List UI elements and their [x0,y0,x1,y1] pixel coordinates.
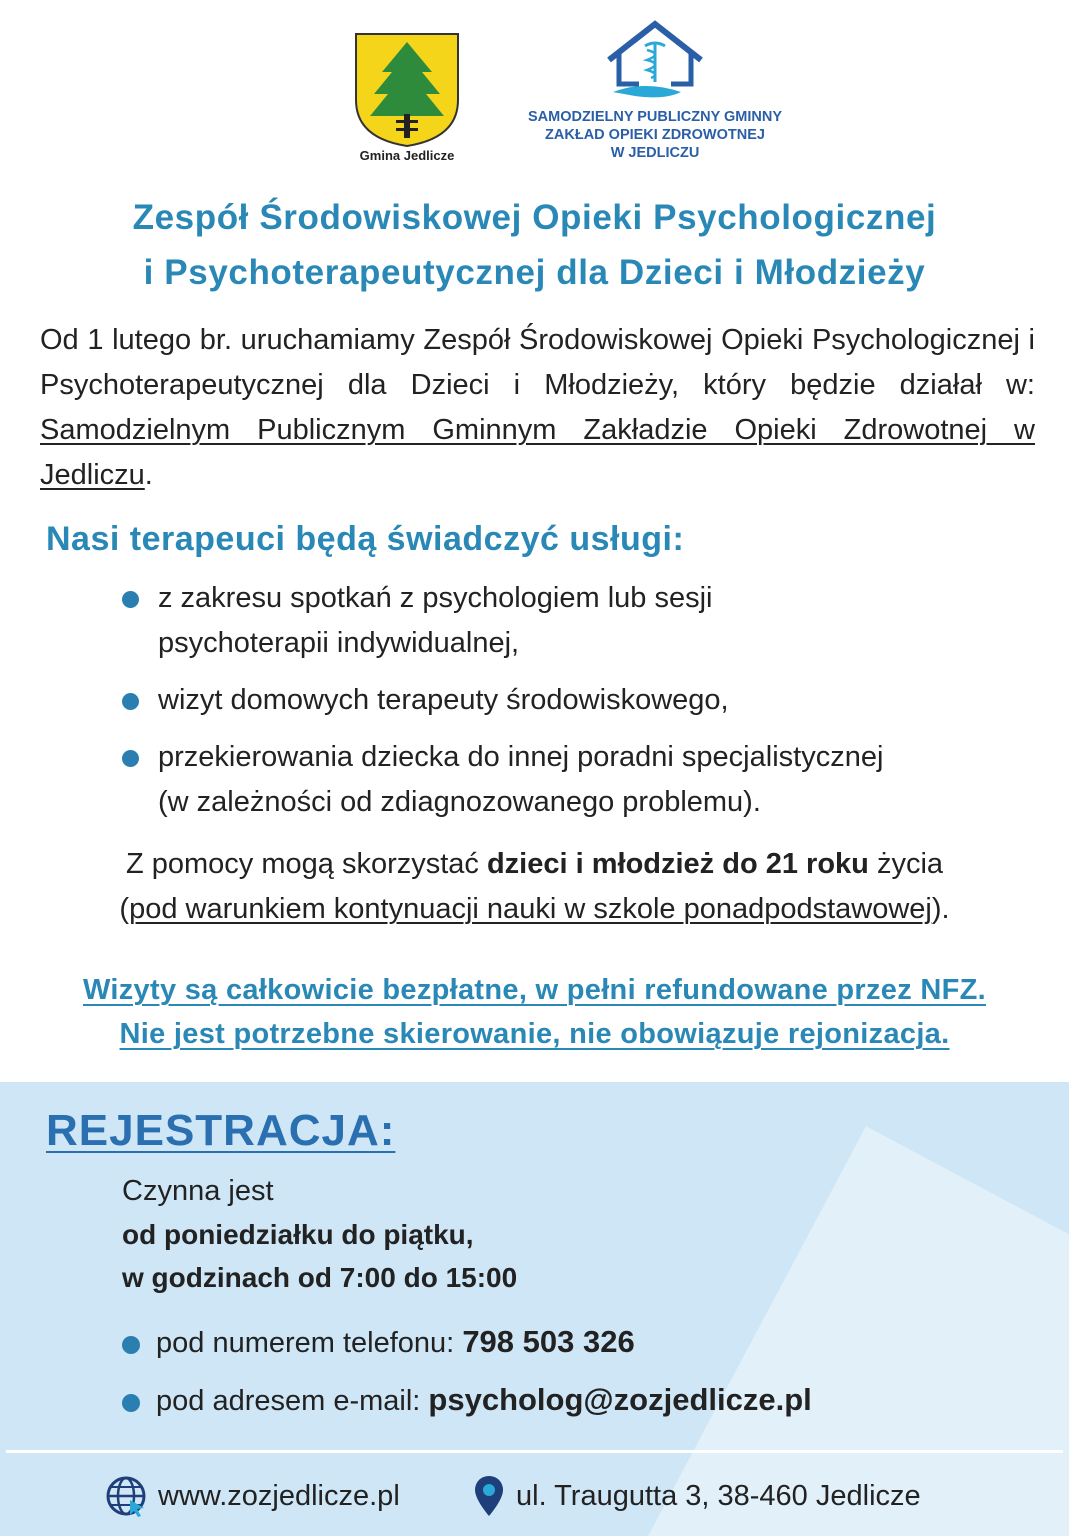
paren-open: ( [119,893,130,925]
globe-icon [104,1474,148,1518]
title-line-1: Zespół Środowiskowej Opieki Psychologicznej [132,198,937,237]
divider [6,1450,1063,1453]
registration-hours [122,1170,517,1299]
service-line: z zakresu spotkań z psychologiem lub sesji [158,582,713,614]
intro-end: . [144,459,153,491]
paren-close: ). [931,893,950,925]
zoz-name-line: SAMODZIELNY PUBLICZNY GMINNY [527,109,783,125]
phone-number[interactable]: 798 503 326 [462,1324,635,1359]
service-line: wizyt domowych terapeuty środowiskowego, [158,684,729,716]
service-line: (w zależności od zdiagnozowanego problemu). [158,786,761,818]
eligibility-text [0,842,1069,932]
hours-time: w godzinach od 7:00 do 15:00 [122,1262,518,1293]
eligibility-post: życia [868,848,944,880]
list-item [120,678,1040,723]
eligibility-condition: pod warunkiem kontynuacji nauki w szkole ponadpodstawowej [129,893,932,925]
footer [0,1474,1069,1524]
bullet-icon [122,1336,140,1354]
website-link[interactable]: www.zozjedlicze.pl [158,1479,400,1512]
gmina-crest [352,30,462,163]
logo-header [0,20,1069,170]
address-text: ul. Traugutta 3, 38-460 Jedlicze [516,1479,921,1512]
bullet-icon [122,693,139,710]
hours-days: od poniedziałku do piątku, [122,1219,474,1250]
location-pin-icon [472,1474,506,1518]
intro-text: Od 1 lutego br. uruchamiamy Zespół Środowiskowej Opieki Psychologicznej i Psychoterapeutycznej dla Dzieci i Młodzieży, który będzie działał w: [40,324,1035,401]
hours-intro: Czynna jest [122,1175,274,1207]
crest-caption: Gmina Jedlicze [359,148,455,163]
notice-line-2: Nie jest potrzebne skierowanie, nie obowiązuje rejonizacja. [119,1018,950,1050]
zoz-name-line: W JEDLICZU [610,145,700,161]
contact-phone [122,1324,635,1360]
page-title [0,190,1069,300]
email-label: pod adresem e-mail: [156,1385,429,1417]
service-line: przekierowania dziecka do innej poradni specjalistycznej [158,741,884,773]
phone-label: pod numerem telefonu: [156,1327,463,1359]
bullet-icon [122,1394,140,1412]
list-item [120,576,1040,666]
footer-website[interactable] [104,1474,400,1518]
zoz-name-line: ZAKŁAD OPIEKI ZDROWOTNEJ [545,127,765,143]
services-heading: Nasi terapeuci będą świadczyć usługi: [46,520,685,558]
coat-of-arms-icon [352,30,462,148]
intro-place: Samodzielnym Publicznym Gminnym Zakładzie Opieki Zdrowotnej w Jedliczu [40,414,1035,491]
footer-address [472,1474,921,1518]
email-address[interactable]: psycholog@zozjedlicze.pl [428,1382,812,1417]
bullet-icon [122,591,139,608]
bullet-icon [122,750,139,767]
eligibility-pre: Z pomocy mogą skorzystać [125,848,487,880]
contact-email [122,1382,812,1418]
eligibility-bold: dzieci i młodzież do 21 roku [486,848,869,880]
intro-paragraph [40,318,1035,498]
service-line: psychoterapii indywidualnej, [158,627,520,659]
registration-title: REJESTRACJA: [46,1106,396,1155]
zoz-name [505,108,805,162]
free-visits-notice [0,968,1069,1056]
notice-line-1: Wizyty są całkowicie bezpłatne, w pełni refundowane przez NFZ. [82,974,987,1006]
list-item [120,735,1040,825]
title-line-2: i Psychoterapeutycznej dla Dzieci i Młodzieży [143,253,926,292]
registration-panel [0,1082,1069,1536]
services-list [120,576,1040,825]
zoz-logo [505,20,805,162]
medical-house-icon [595,20,715,102]
